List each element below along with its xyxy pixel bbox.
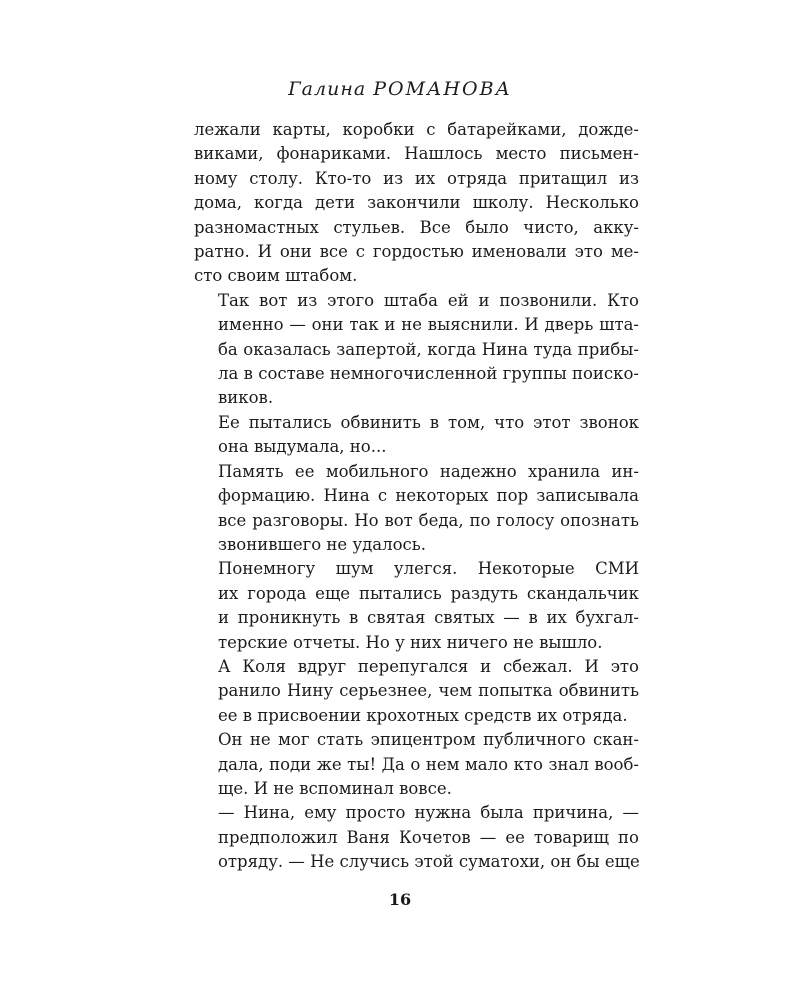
text-line: и проникнуть в святая святых — в их бухгал- xyxy=(218,608,639,628)
page-number: 16 xyxy=(388,890,412,909)
text-line: Ее пытались обвинить в том, что этот звонок xyxy=(218,412,639,432)
paragraph xyxy=(194,118,639,289)
text-line: дала, поди же ты! Да о нем мало кто знал вооб- xyxy=(218,754,639,774)
text-line: ще. И не вспоминал вовсе. xyxy=(218,778,452,798)
text-line: виков. xyxy=(218,388,274,408)
text-line: сто своим штабом. xyxy=(194,266,358,286)
text-line: предположил Ваня Кочетов — ее товарищ по xyxy=(218,827,639,847)
text-line: отряду. — Не случись этой суматохи, он бы еще xyxy=(218,852,640,872)
text-line: звонившего не удалось. xyxy=(218,534,427,554)
paragraph xyxy=(194,801,639,874)
running-head xyxy=(0,78,800,100)
text-line: — Нина, ему просто нужна была причина, — xyxy=(218,803,639,823)
paragraph xyxy=(194,728,639,801)
paragraph xyxy=(194,289,639,411)
text-line: дома, когда дети закончили школу. Несколько xyxy=(194,193,639,213)
paragraph xyxy=(194,411,639,460)
text-line: их города еще пытались раздуть скандальчик xyxy=(218,583,639,603)
text-line: Так вот из этого штаба ей и позвонили. Кто xyxy=(218,290,639,310)
text-line: виками, фонариками. Нашлось место письмен- xyxy=(194,144,639,164)
author-first-name: Галина xyxy=(288,78,367,100)
text-line: все разговоры. Но вот беда, по голосу опознать xyxy=(218,510,639,530)
author-last-name: РОМАНОВА xyxy=(373,78,512,100)
text-line: Понемногу шум улегся. Некоторые СМИ xyxy=(218,559,639,579)
text-line: ба оказалась запертой, когда Нина туда прибы- xyxy=(218,339,639,359)
text-line: формацию. Нина с некоторых пор записывала xyxy=(218,486,639,506)
paragraph xyxy=(194,557,639,655)
text-line: она выдумала, но... xyxy=(218,437,387,457)
body-text xyxy=(194,118,639,875)
text-line: ее в присвоении крохотных средств их отряда. xyxy=(218,705,628,725)
text-line: именно — они так и не выяснили. И дверь шта- xyxy=(218,315,639,335)
text-line: ному столу. Кто-то из их отряда притащил из xyxy=(194,168,639,188)
text-line: А Коля вдруг перепугался и сбежал. И это xyxy=(218,656,639,676)
text-line: разномастных стульев. Все было чисто, акку- xyxy=(194,217,639,237)
text-line: терские отчеты. Но у них ничего не вышло. xyxy=(218,632,603,652)
paragraph xyxy=(194,460,639,558)
text-line: ранило Нину серьезнее, чем попытка обвинить xyxy=(218,681,639,701)
text-line: Память ее мобильного надежно хранила ин- xyxy=(218,461,639,481)
text-line: Он не мог стать эпицентром публичного скан- xyxy=(218,730,639,750)
paragraph xyxy=(194,655,639,728)
text-line: ратно. И они все с гордостью именовали это ме- xyxy=(194,242,639,262)
text-line: ла в составе немногочисленной группы поиско- xyxy=(218,364,639,384)
text-line: лежали карты, коробки с батарейками, дожде- xyxy=(194,120,639,139)
